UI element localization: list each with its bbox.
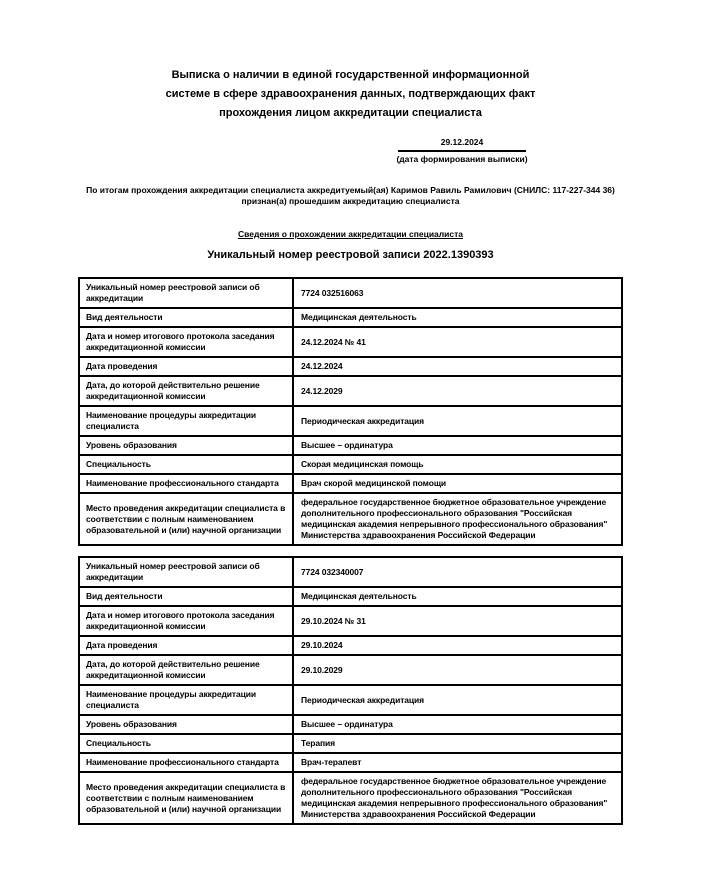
table-row [79,327,622,357]
row-value: Периодическая аккредитация [293,685,622,715]
row-value: 29.10.2024 [293,636,622,655]
row-value: Врач скорой медицинской помощи [293,474,622,493]
table-row [79,376,622,406]
table-row [79,557,622,587]
row-label: Уникальный номер реестровой записи об аккредитации [79,557,293,587]
table-row [79,606,622,636]
row-label: Уровень образования [79,436,293,455]
accreditation-record-table-2 [78,556,623,825]
row-label: Наименование процедуры аккредитации специалиста [79,685,293,715]
row-value: 29.10.2029 [293,655,622,685]
registry-number-heading: Уникальный номер реестровой записи 2022.1390393 [207,249,494,261]
row-label: Вид деятельности [79,308,293,327]
section-heading: Сведения о прохождении аккредитации специалиста [237,229,464,239]
table-row [79,587,622,606]
row-label: Вид деятельности [79,587,293,606]
table-row [79,436,622,455]
table-row [79,772,622,824]
intro-paragraph: По итогам прохождения аккредитации специалиста аккредитуемый(ая) Каримов Равиль Рамилович (СНИЛС: 117-227-344 36) признан(а) прошедшим аккредитацию специалиста [86,185,615,206]
row-value: Периодическая аккредитация [293,406,622,436]
table-row [79,278,622,308]
row-value: Медицинская деятельность [293,308,622,327]
row-label: Дата проведения [79,357,293,376]
row-label: Место проведения аккредитации специалиста в соответствии с полным наименованием образовательной и (или) научной организации [79,772,293,824]
row-label: Уровень образования [79,715,293,734]
document-title-line: системе в сфере здравоохранения данных, подтверждающих факт [165,88,536,100]
row-value: 29.10.2024 № 31 [293,606,622,636]
row-value: Врач-терапевт [293,753,622,772]
table-row [79,455,622,474]
row-value: 7724 032340007 [293,557,622,587]
row-label: Место проведения аккредитации специалиста в соответствии с полным наименованием образовательной и (или) научной организации [79,493,293,545]
row-value: Скорая медицинская помощь [293,455,622,474]
table-row [79,715,622,734]
row-label: Дата, до которой действительно решение аккредитационной комиссии [79,655,293,685]
table-row [79,474,622,493]
document-title-line: Выписка о наличии в единой государственной информационной [171,69,530,81]
table-row [79,734,622,753]
row-value: 24.12.2029 [293,376,622,406]
row-label: Специальность [79,734,293,753]
table-row [79,493,622,545]
row-label: Дата проведения [79,636,293,655]
table-row [79,636,622,655]
table-row [79,655,622,685]
row-label: Наименование процедуры аккредитации специалиста [79,406,293,436]
row-value: федеральное государственное бюджетное образовательное учреждение дополнительного профессионального образования "Российская медицинская академия непрерывного профессионального образования" Министерства здравоохранения Российской Федерации [293,493,622,545]
row-value: Терапия [293,734,622,753]
row-label: Наименование профессионального стандарта [79,753,293,772]
row-value: 7724 032516063 [293,278,622,308]
row-value: 24.12.2024 [293,357,622,376]
extract-date-block [383,137,541,165]
table-row [79,685,622,715]
table-row [79,753,622,772]
row-label: Дата и номер итогового протокола заседания аккредитационной комиссии [79,327,293,357]
table-row [79,308,622,327]
table-row [79,357,622,376]
row-value: Медицинская деятельность [293,587,622,606]
row-label: Уникальный номер реестровой записи об аккредитации [79,278,293,308]
document-title [0,0,701,123]
accreditation-record-table-1 [78,277,623,546]
document-title-line: прохождения лицом аккредитации специалиста [219,107,482,119]
row-label: Специальность [79,455,293,474]
row-value: федеральное государственное бюджетное образовательное учреждение дополнительного профессионального образования "Российская медицинская академия непрерывного профессионального образования" Министерства здравоохранения Российской Федерации [293,772,622,824]
row-value: 24.12.2024 № 41 [293,327,622,357]
row-value: Высшее – ординатура [293,436,622,455]
row-label: Наименование профессионального стандарта [79,474,293,493]
extract-date-value: 29.12.2024 [398,137,526,152]
table-row [79,406,622,436]
row-value: Высшее – ординатура [293,715,622,734]
row-label: Дата и номер итогового протокола заседания аккредитационной комиссии [79,606,293,636]
row-label: Дата, до которой действительно решение аккредитационной комиссии [79,376,293,406]
extract-date-caption: (дата формирования выписки) [396,154,528,164]
